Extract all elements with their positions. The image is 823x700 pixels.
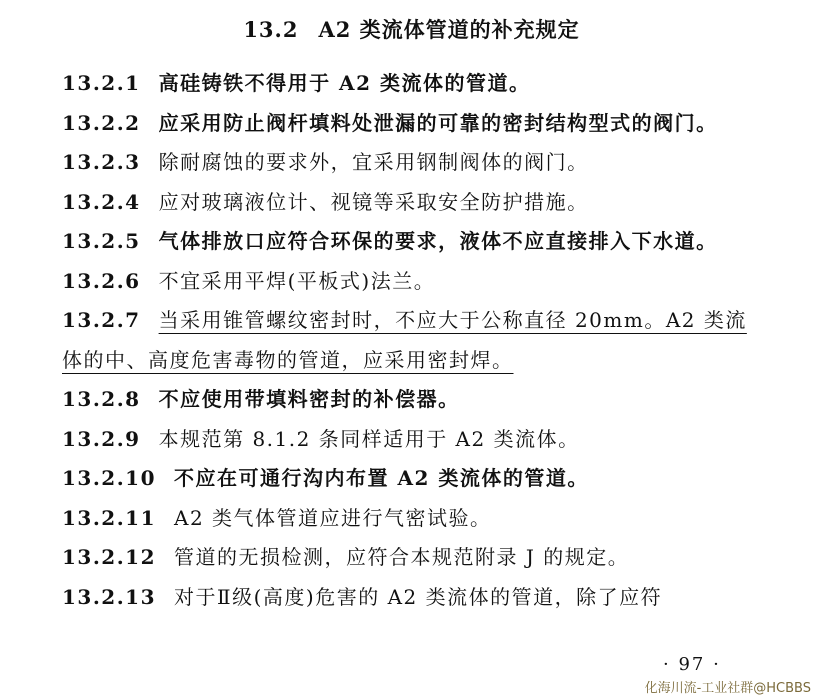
clause-item [62,222,762,262]
section-number: 13.2 [243,17,299,42]
clause-number: 13.2.7 [62,308,141,332]
clause-text: 应对玻璃液位计、视镜等采取安全防护措施。 [158,189,589,214]
clause-number: 13.2.2 [62,110,141,135]
clause-number: 13.2.5 [62,229,141,253]
clause-text: 气体排放口应符合环保的要求，液体不应直接排入下水道。 [158,229,718,253]
clause-text: 不应使用带填料密封的补偿器。 [158,387,460,411]
clause-text: 高硅铸铁不得用于 A2 类流体的管道。 [158,71,531,95]
clause-item [62,64,762,104]
section-heading [0,14,823,44]
clause-number: 13.2.4 [62,189,141,214]
page-number: · 97 · [663,654,721,675]
clause-number: 13.2.11 [62,505,157,530]
clause-number: 13.2.8 [62,387,141,411]
clause-item [62,262,762,302]
clause-list [62,64,762,617]
clause-item [62,578,762,618]
clause-text: 应采用防止阀杆填料处泄漏的可靠的密封结构型式的阀门。 [158,110,718,135]
clause-item [62,143,762,183]
clause-text: 当采用锥管螺纹密封时，不应大于公称直径 20mm。A2 类流体的中、高度危害毒物的管道，应采用密封焊。 [62,308,747,372]
clause-text: 本规范第 8.1.2 条同样适用于 A2 类流体。 [158,426,580,451]
clause-text: 不应在可通行沟内布置 A2 类流体的管道。 [174,466,589,490]
clause-text: 对于Ⅱ级(高度)危害的 A2 类流体的管道，除了应符 [174,584,663,609]
clause-number: 13.2.13 [62,584,157,609]
clause-item [62,380,762,420]
clause-number: 13.2.3 [62,150,141,174]
clause-text: 管道的无损检测，应符合本规范附录 J 的规定。 [174,545,630,569]
clause-text: 不宜采用平焊(平板式)法兰。 [158,268,436,293]
clause-number: 13.2.12 [62,545,157,569]
clause-item [62,499,762,539]
clause-item [62,301,762,380]
section-title-text: A2 类流体管道的补充规定 [318,17,580,42]
clause-item [62,104,762,144]
clause-number: 13.2.1 [62,71,141,95]
clause-item [62,183,762,223]
watermark-text: 化海川流-工业社群@HCBBS [644,681,811,696]
clause-text: A2 类气体管道应进行气密试验。 [174,505,492,530]
clause-number: 13.2.10 [62,466,157,490]
clause-text: 除耐腐蚀的要求外，宜采用钢制阀体的阀门。 [158,150,589,174]
clause-item [62,538,762,578]
clause-item [62,420,762,460]
clause-number: 13.2.6 [62,268,141,293]
clause-item [62,459,762,499]
clause-number: 13.2.9 [62,426,141,451]
